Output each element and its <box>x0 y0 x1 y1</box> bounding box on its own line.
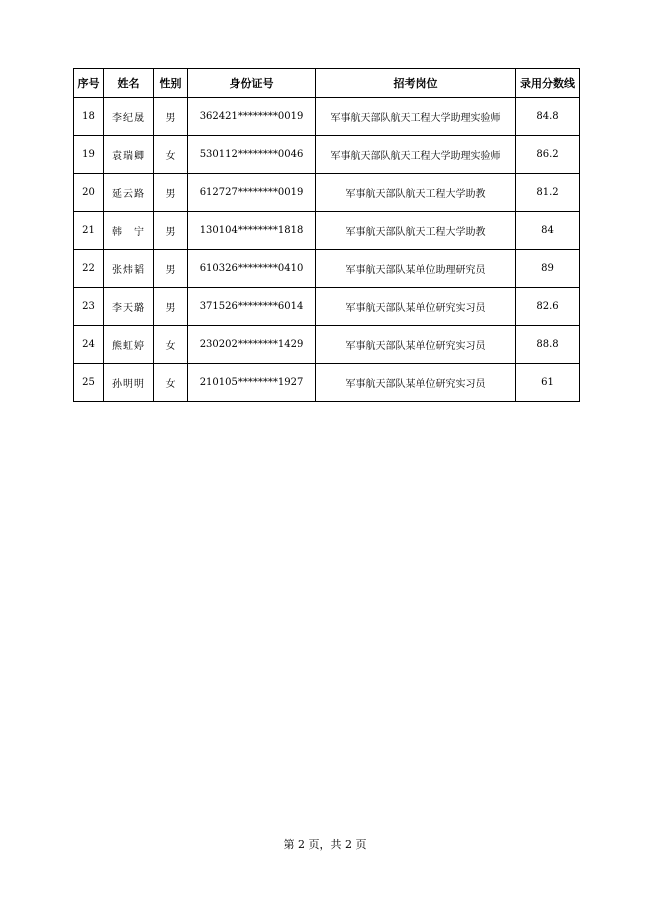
cell-no: 22 <box>74 250 104 288</box>
results-table <box>73 68 580 402</box>
cell-score: 81.2 <box>516 174 580 212</box>
cell-position: 军事航天部队航天工程大学助教 <box>316 174 516 212</box>
table-row <box>74 136 580 174</box>
cell-gender: 女 <box>154 364 188 402</box>
cell-no: 23 <box>74 288 104 326</box>
table-row <box>74 212 580 250</box>
cell-no: 19 <box>74 136 104 174</box>
table-row <box>74 326 580 364</box>
header-id-number: 身份证号 <box>188 69 316 98</box>
cell-name: 延云路 <box>104 174 154 212</box>
cell-name: 李纪晟 <box>104 98 154 136</box>
cell-id-number: 362421********0019 <box>188 98 316 136</box>
header-gender: 性别 <box>154 69 188 98</box>
cell-id-number: 230202********1429 <box>188 326 316 364</box>
cell-gender: 女 <box>154 326 188 364</box>
cell-score: 61 <box>516 364 580 402</box>
table-header <box>74 69 580 98</box>
cell-id-number: 612727********0019 <box>188 174 316 212</box>
cell-position: 军事航天部队某单位助理研究员 <box>316 250 516 288</box>
header-score: 录用分数线 <box>516 69 580 98</box>
cell-gender: 男 <box>154 250 188 288</box>
page-number-footer: 第 2 页，共 2 页 <box>283 838 367 851</box>
cell-no: 18 <box>74 98 104 136</box>
cell-score: 88.8 <box>516 326 580 364</box>
cell-score: 84.8 <box>516 98 580 136</box>
cell-id-number: 210105********1927 <box>188 364 316 402</box>
table-row <box>74 288 580 326</box>
cell-name: 熊虹婷 <box>104 326 154 364</box>
cell-gender: 男 <box>154 288 188 326</box>
cell-id-number: 610326********0410 <box>188 250 316 288</box>
cell-position: 军事航天部队航天工程大学助教 <box>316 212 516 250</box>
header-no: 序号 <box>74 69 104 98</box>
cell-no: 24 <box>74 326 104 364</box>
cell-gender: 男 <box>154 98 188 136</box>
cell-gender: 男 <box>154 212 188 250</box>
cell-no: 25 <box>74 364 104 402</box>
cell-name: 张炜韬 <box>104 250 154 288</box>
header-position: 招考岗位 <box>316 69 516 98</box>
cell-id-number: 371526********6014 <box>188 288 316 326</box>
cell-name: 韩 宁 <box>104 212 154 250</box>
cell-no: 21 <box>74 212 104 250</box>
cell-position: 军事航天部队某单位研究实习员 <box>316 288 516 326</box>
table-body <box>74 98 580 402</box>
header-row <box>74 69 580 98</box>
cell-name: 孙明明 <box>104 364 154 402</box>
cell-score: 84 <box>516 212 580 250</box>
table-row <box>74 364 580 402</box>
cell-id-number: 130104********1818 <box>188 212 316 250</box>
cell-position: 军事航天部队航天工程大学助理实验师 <box>316 98 516 136</box>
table-row <box>74 174 580 212</box>
cell-score: 82.6 <box>516 288 580 326</box>
cell-position: 军事航天部队某单位研究实习员 <box>316 326 516 364</box>
table-row <box>74 98 580 136</box>
cell-score: 86.2 <box>516 136 580 174</box>
cell-id-number: 530112********0046 <box>188 136 316 174</box>
cell-score: 89 <box>516 250 580 288</box>
header-name: 姓名 <box>104 69 154 98</box>
cell-gender: 女 <box>154 136 188 174</box>
cell-position: 军事航天部队某单位研究实习员 <box>316 364 516 402</box>
cell-no: 20 <box>74 174 104 212</box>
table-row <box>74 250 580 288</box>
cell-name: 袁瑞卿 <box>104 136 154 174</box>
cell-position: 军事航天部队航天工程大学助理实验师 <box>316 136 516 174</box>
cell-gender: 男 <box>154 174 188 212</box>
cell-name: 李天璐 <box>104 288 154 326</box>
